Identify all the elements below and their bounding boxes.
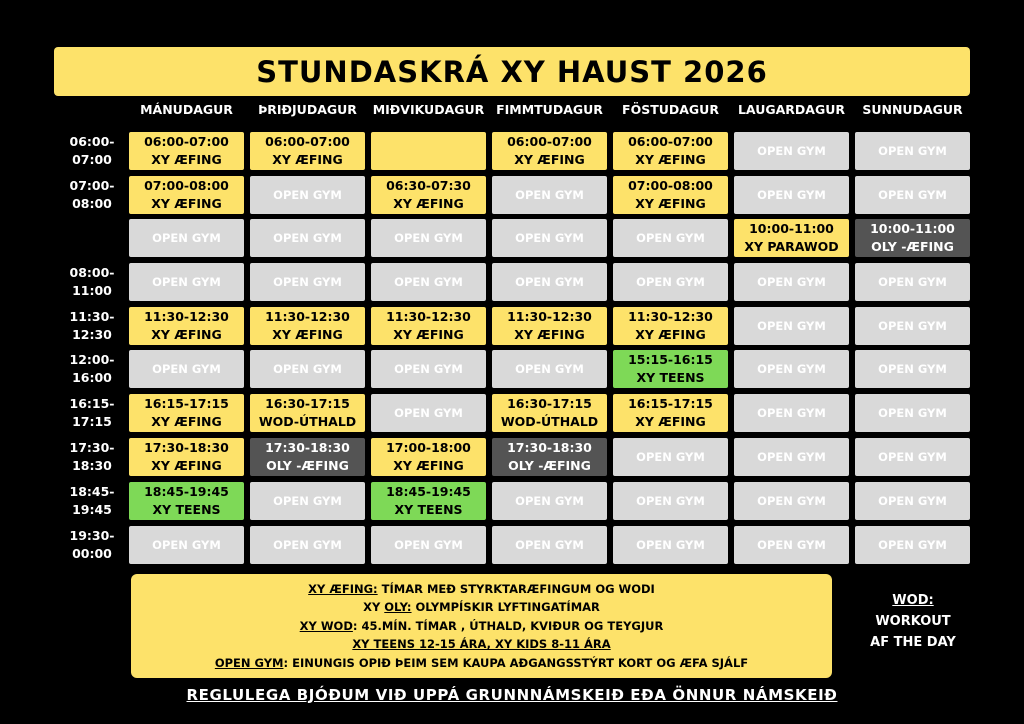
cell-label: OPEN GYM xyxy=(757,319,826,333)
schedule-cell xyxy=(855,132,970,170)
schedule-cell xyxy=(250,482,365,520)
schedule-cell xyxy=(492,482,607,520)
schedule-cell xyxy=(734,394,849,432)
cell-time: 10:00-11:00 xyxy=(870,221,955,236)
time-label: 16:15- 17:15 xyxy=(69,396,115,429)
schedule-cell xyxy=(129,482,244,520)
cell-time: 11:30-12:30 xyxy=(144,309,229,324)
day-header: MIÐVIKUDAGUR xyxy=(372,101,485,117)
schedule-cell xyxy=(613,132,728,170)
schedule-cell xyxy=(734,482,849,520)
schedule-cell xyxy=(250,176,365,214)
cell-time: 11:30-12:30 xyxy=(386,309,471,324)
cell-label: OPEN GYM xyxy=(878,275,947,289)
cell-label: XY ÆFING xyxy=(151,327,222,342)
cell-label: XY ÆFING xyxy=(393,327,464,342)
cell-time: 15:15-16:15 xyxy=(628,352,713,367)
cell-time: 10:00-11:00 xyxy=(749,221,834,236)
cell-label: OPEN GYM xyxy=(878,494,947,508)
wod-note-line: AF THE DAY xyxy=(870,635,956,650)
cell-time: 07:00-08:00 xyxy=(628,178,713,193)
cell-time: 06:30-07:30 xyxy=(386,178,471,193)
cell-label: OLY -ÆFING xyxy=(871,239,954,254)
schedule-cell xyxy=(734,263,849,301)
schedule-cell xyxy=(492,132,607,170)
schedule-cell xyxy=(492,438,607,476)
schedule-cell xyxy=(250,132,365,170)
cell-time: 16:30-17:15 xyxy=(265,396,350,411)
day-header: SUNNUDAGUR xyxy=(862,101,963,117)
schedule-cell xyxy=(492,176,607,214)
schedule-cell xyxy=(129,350,244,388)
cell-label: XY ÆFING xyxy=(514,152,585,167)
schedule-cell xyxy=(734,526,849,564)
schedule-cell xyxy=(734,307,849,345)
legend-text: TÍMAR MEÐ STYRKTARÆFINGUM OG WODI xyxy=(377,581,655,596)
schedule-cell xyxy=(855,219,970,257)
cell-time: 06:00-07:00 xyxy=(265,134,350,149)
schedule-cell xyxy=(492,394,607,432)
schedule-cell xyxy=(371,482,486,520)
cell-label: OPEN GYM xyxy=(515,538,584,552)
schedule-cell xyxy=(129,526,244,564)
cell-label: OPEN GYM xyxy=(757,450,826,464)
schedule-cell xyxy=(371,132,486,170)
schedule-cell xyxy=(129,176,244,214)
cell-label: OPEN GYM xyxy=(515,494,584,508)
cell-label: OPEN GYM xyxy=(757,275,826,289)
schedule-cell xyxy=(734,350,849,388)
cell-time: 07:00-08:00 xyxy=(144,178,229,193)
cell-label: XY TEENS xyxy=(152,502,221,517)
schedule-cell xyxy=(855,176,970,214)
legend-line-wod xyxy=(300,617,664,636)
time-label: 19:30- 00:00 xyxy=(69,528,115,561)
cell-label: OPEN GYM xyxy=(394,231,463,245)
schedule-cell xyxy=(734,438,849,476)
legend-text: : EINUNGIS OPIÐ ÞEIM SEM KAUPA AÐGANGSSTÝRT KORT OG ÆFA SJÁLF xyxy=(283,655,749,670)
schedule-cell xyxy=(613,263,728,301)
cell-label: WOD-ÚTHALD xyxy=(258,414,357,429)
schedule-cell xyxy=(129,219,244,257)
cell-label: XY ÆFING xyxy=(151,152,222,167)
cell-label: OPEN GYM xyxy=(757,144,826,158)
cell-label: OPEN GYM xyxy=(515,362,584,376)
cell-time: 16:15-17:15 xyxy=(628,396,713,411)
cell-label: OPEN GYM xyxy=(757,362,826,376)
time-label: 08:00- 11:00 xyxy=(69,265,115,298)
schedule-cell xyxy=(613,219,728,257)
cell-label: OPEN GYM xyxy=(878,406,947,420)
cell-label: XY ÆFING xyxy=(514,327,585,342)
schedule-cell xyxy=(855,438,970,476)
cell-label: OPEN GYM xyxy=(273,275,342,289)
cell-label: OPEN GYM xyxy=(273,538,342,552)
legend-term: XY TEENS 12-15 ÁRA, XY KIDS 8-11 ÁRA xyxy=(352,637,611,652)
cell-label: OPEN GYM xyxy=(152,231,221,245)
cell-label: OPEN GYM xyxy=(394,538,463,552)
schedule-cell xyxy=(855,526,970,564)
schedule-cell xyxy=(492,526,607,564)
day-header: FIMMTUDAGUR xyxy=(496,101,603,117)
cell-time: 17:00-18:00 xyxy=(386,440,471,455)
schedule-cell xyxy=(855,394,970,432)
footer-note: REGLULEGA BJÓÐUM VIÐ UPPÁ GRUNNNÁMSKEIÐ EÐA ÖNNUR NÁMSKEIÐ xyxy=(186,686,838,704)
cell-label: XY ÆFING xyxy=(635,414,706,429)
time-label xyxy=(62,219,122,257)
cell-label: XY TEENS xyxy=(394,502,463,517)
page-title: STUNDASKRÁ XY HAUST 2026 xyxy=(256,54,768,89)
cell-label: OPEN GYM xyxy=(878,450,947,464)
legend-text: OLYMPÍSKIR LYFTINGATÍMAR xyxy=(411,600,600,615)
schedule-cell xyxy=(492,263,607,301)
schedule-cell xyxy=(855,350,970,388)
schedule-cell xyxy=(734,132,849,170)
cell-label: OPEN GYM xyxy=(878,188,947,202)
schedule-cell xyxy=(492,307,607,345)
schedule-cell xyxy=(734,219,849,257)
cell-label: OPEN GYM xyxy=(273,188,342,202)
cell-label: XY ÆFING xyxy=(151,196,222,211)
schedule-cell xyxy=(734,176,849,214)
schedule-cell xyxy=(371,263,486,301)
schedule-cell xyxy=(129,394,244,432)
schedule-cell xyxy=(613,482,728,520)
day-header: FÖSTUDAGUR xyxy=(622,101,719,117)
cell-label: OPEN GYM xyxy=(757,188,826,202)
cell-label: XY ÆFING xyxy=(635,152,706,167)
legend-term: OLY: xyxy=(384,600,412,615)
schedule-cell xyxy=(371,526,486,564)
schedule-cell xyxy=(371,307,486,345)
wod-note-line: WORKOUT xyxy=(875,614,951,629)
cell-label: XY ÆFING xyxy=(393,458,464,473)
legend-line-teens xyxy=(352,635,610,654)
cell-time: 17:30-18:30 xyxy=(265,440,350,455)
cell-label: XY ÆFING xyxy=(151,414,222,429)
time-label: 06:00- 07:00 xyxy=(69,134,115,167)
cell-label: XY PARAWOD xyxy=(744,239,839,254)
cell-time: 17:30-18:30 xyxy=(507,440,592,455)
time-label: 11:30- 12:30 xyxy=(69,309,115,342)
cell-label: OPEN GYM xyxy=(394,275,463,289)
schedule-cell xyxy=(855,307,970,345)
legend-line-oly xyxy=(363,598,600,617)
cell-label: OPEN GYM xyxy=(757,494,826,508)
wod-note-heading: WOD: xyxy=(892,593,934,608)
cell-label: OPEN GYM xyxy=(515,275,584,289)
legend-term: OPEN GYM xyxy=(214,655,284,670)
cell-label: OLY -ÆFING xyxy=(508,458,591,473)
cell-label: OPEN GYM xyxy=(394,406,463,420)
schedule-cell xyxy=(129,307,244,345)
cell-label: OPEN GYM xyxy=(636,231,705,245)
schedule-cell xyxy=(250,219,365,257)
schedule-cell xyxy=(492,350,607,388)
cell-label: OPEN GYM xyxy=(152,538,221,552)
legend-text: XY xyxy=(363,600,385,615)
legend-line-xy-aefing xyxy=(308,580,655,599)
cell-label: OPEN GYM xyxy=(152,275,221,289)
schedule-cell xyxy=(250,394,365,432)
cell-label: OPEN GYM xyxy=(878,362,947,376)
time-label: 07:00- 08:00 xyxy=(69,178,115,211)
schedule-cell xyxy=(613,394,728,432)
cell-label: OPEN GYM xyxy=(273,362,342,376)
legend-text: : 45.MÍN. TÍMAR , ÚTHALD, KVIÐUR OG TEYGJUR xyxy=(352,618,664,633)
legend-term: XY WOD xyxy=(299,618,353,633)
cell-time: 06:00-07:00 xyxy=(628,134,713,149)
schedule-cell xyxy=(250,307,365,345)
cell-label: XY ÆFING xyxy=(272,152,343,167)
cell-time: 18:45-19:45 xyxy=(144,484,229,499)
schedule-cell xyxy=(855,482,970,520)
cell-time: 11:30-12:30 xyxy=(265,309,350,324)
cell-time: 17:30-18:30 xyxy=(144,440,229,455)
cell-time: 11:30-12:30 xyxy=(507,309,592,324)
schedule-cell xyxy=(613,176,728,214)
time-label: 17:30- 18:30 xyxy=(69,440,115,473)
cell-label: OPEN GYM xyxy=(152,362,221,376)
cell-label: XY ÆFING xyxy=(635,327,706,342)
schedule-cell xyxy=(250,350,365,388)
cell-time: 16:30-17:15 xyxy=(507,396,592,411)
schedule-cell xyxy=(129,263,244,301)
schedule-cell xyxy=(613,307,728,345)
cell-label: XY ÆFING xyxy=(272,327,343,342)
cell-time: 18:45-19:45 xyxy=(386,484,471,499)
legend-line-open-gym xyxy=(215,654,748,673)
schedule-cell xyxy=(371,350,486,388)
cell-label: OPEN GYM xyxy=(878,538,947,552)
cell-label: OPEN GYM xyxy=(515,188,584,202)
legend-box xyxy=(131,574,832,678)
schedule-cell xyxy=(371,438,486,476)
schedule-cell xyxy=(250,438,365,476)
schedule-cell xyxy=(129,438,244,476)
cell-label: OPEN GYM xyxy=(273,494,342,508)
cell-label: XY ÆFING xyxy=(151,458,222,473)
cell-label: OPEN GYM xyxy=(878,319,947,333)
cell-label: OPEN GYM xyxy=(273,231,342,245)
schedule-cell xyxy=(371,176,486,214)
cell-label: XY ÆFING xyxy=(393,196,464,211)
cell-label: OPEN GYM xyxy=(636,450,705,464)
cell-label: OPEN GYM xyxy=(757,538,826,552)
schedule-cell xyxy=(129,132,244,170)
day-header: ÞRIÐJUDAGUR xyxy=(258,101,357,117)
schedule-cell xyxy=(613,438,728,476)
schedule-cell xyxy=(613,526,728,564)
legend-term: XY ÆFING: xyxy=(308,581,378,596)
cell-label: OPEN GYM xyxy=(515,231,584,245)
wod-note xyxy=(858,590,968,653)
schedule-cell xyxy=(613,350,728,388)
time-label: 18:45- 19:45 xyxy=(69,484,115,517)
time-label: 12:00- 16:00 xyxy=(69,352,115,385)
schedule-cell xyxy=(250,526,365,564)
day-header: MÁNUDAGUR xyxy=(140,101,233,117)
schedule-cell xyxy=(855,263,970,301)
cell-time: 16:15-17:15 xyxy=(144,396,229,411)
cell-time: 06:00-07:00 xyxy=(144,134,229,149)
cell-label: OPEN GYM xyxy=(636,275,705,289)
day-header: LAUGARDAGUR xyxy=(737,101,846,117)
cell-label: OLY -ÆFING xyxy=(266,458,349,473)
schedule-cell xyxy=(250,263,365,301)
schedule-cell xyxy=(371,394,486,432)
cell-label: XY ÆFING xyxy=(635,196,706,211)
schedule-cell xyxy=(371,219,486,257)
cell-label: OPEN GYM xyxy=(636,494,705,508)
cell-label: XY TEENS xyxy=(636,370,705,385)
cell-label: OPEN GYM xyxy=(636,538,705,552)
cell-label: OPEN GYM xyxy=(878,144,947,158)
title-banner xyxy=(54,47,970,96)
schedule-cell xyxy=(492,219,607,257)
cell-time: 06:00-07:00 xyxy=(507,134,592,149)
cell-label: OPEN GYM xyxy=(394,362,463,376)
cell-time: 11:30-12:30 xyxy=(628,309,713,324)
cell-label: OPEN GYM xyxy=(757,406,826,420)
cell-label: WOD-ÚTHALD xyxy=(500,414,599,429)
